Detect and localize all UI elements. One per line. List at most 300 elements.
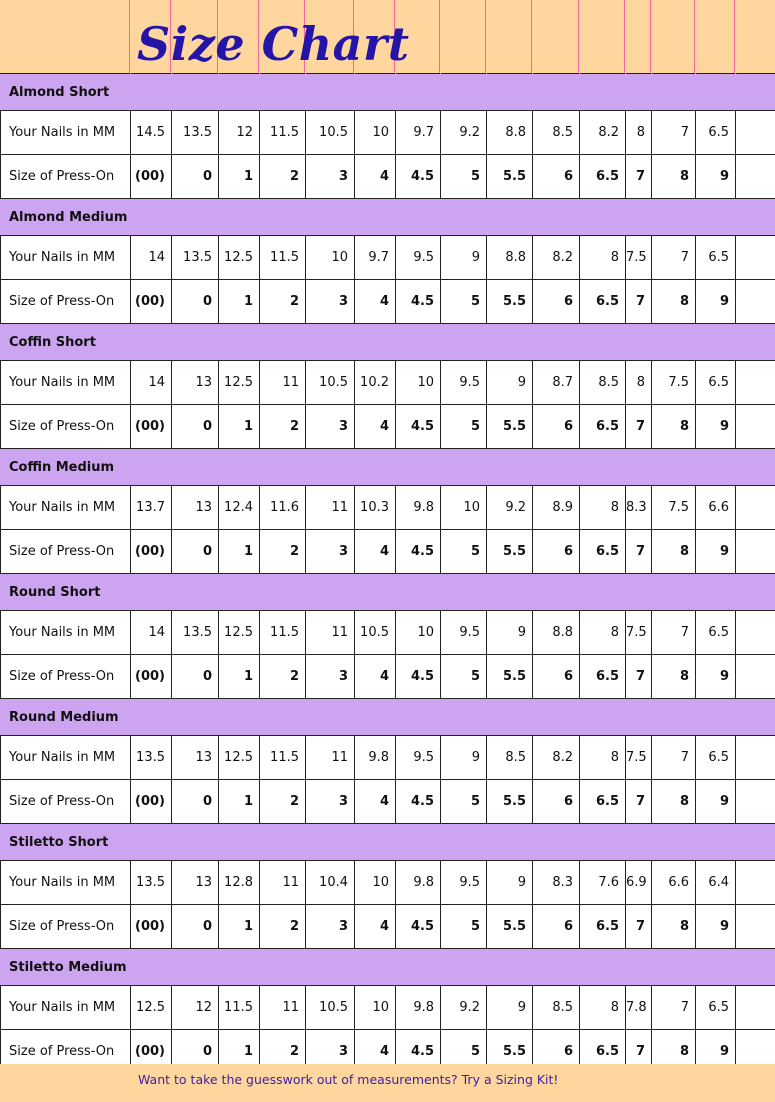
nails-mm-label: Your Nails in MM (1, 736, 131, 780)
press-on-size-row (1, 405, 775, 449)
press-on-size-value: 3 (306, 405, 355, 449)
section-cell (306, 949, 355, 986)
press-on-size-value: 6 (533, 280, 580, 324)
press-on-size-row (1, 280, 775, 324)
section-cell (219, 324, 260, 361)
press-on-size-value: 5 (441, 530, 487, 574)
nails-mm-value: 13.5 (172, 611, 219, 655)
nails-mm-value: 9.8 (396, 986, 441, 1030)
section-cell (172, 949, 219, 986)
press-on-size-value: 0 (172, 280, 219, 324)
press-on-size-row (1, 905, 775, 949)
section-cell (652, 574, 696, 611)
nails-mm-value: 6.4 (696, 861, 736, 905)
empty-cell (736, 280, 775, 324)
section-cell (131, 699, 172, 736)
footer (0, 1064, 775, 1102)
press-on-size-value: 4 (355, 780, 396, 824)
press-on-size-value: 9 (696, 155, 736, 199)
press-on-size-label: Size of Press-On (1, 405, 131, 449)
section-cell (580, 824, 626, 861)
press-on-size-value: 6 (533, 530, 580, 574)
section-header-row (1, 824, 775, 861)
press-on-size-value: 5.5 (487, 655, 533, 699)
press-on-size-value: 4.5 (396, 530, 441, 574)
nails-mm-value: 9.5 (441, 861, 487, 905)
nails-mm-value: 10.2 (355, 361, 396, 405)
press-on-size-value: 2 (260, 905, 306, 949)
press-on-size-value: 0 (172, 1030, 219, 1074)
header-gridline (531, 0, 532, 73)
section-cell (487, 74, 533, 111)
section-cell (626, 199, 652, 236)
section-cell (131, 949, 172, 986)
press-on-size-value: 1 (219, 780, 260, 824)
section-cell (219, 449, 260, 486)
press-on-size-value: 6.5 (580, 530, 626, 574)
section-cell (533, 824, 580, 861)
section-cell (736, 74, 775, 111)
nails-mm-label: Your Nails in MM (1, 861, 131, 905)
section-cell (172, 74, 219, 111)
press-on-size-value: 3 (306, 1030, 355, 1074)
section-cell (260, 199, 306, 236)
header-gridline (129, 0, 130, 73)
section-cell (652, 949, 696, 986)
nails-mm-row (1, 611, 775, 655)
press-on-size-label: Size of Press-On (1, 155, 131, 199)
nails-mm-value: 11 (260, 986, 306, 1030)
press-on-size-value: 1 (219, 905, 260, 949)
press-on-size-value: 8 (652, 1030, 696, 1074)
press-on-size-value: 4.5 (396, 405, 441, 449)
nails-mm-value: 13 (172, 486, 219, 530)
empty-cell (736, 111, 775, 155)
nails-mm-value: 10 (306, 236, 355, 280)
nails-mm-value: 8 (626, 111, 652, 155)
nails-mm-row (1, 861, 775, 905)
section-cell (355, 824, 396, 861)
section-cell (219, 74, 260, 111)
press-on-size-value: 9 (696, 655, 736, 699)
nails-mm-value: 8.3 (533, 861, 580, 905)
press-on-size-value: 6 (533, 155, 580, 199)
section-cell (355, 199, 396, 236)
press-on-size-value: 3 (306, 155, 355, 199)
section-cell (580, 449, 626, 486)
header-gridline (578, 0, 579, 73)
nails-mm-value: 12.5 (219, 236, 260, 280)
nails-mm-label: Your Nails in MM (1, 486, 131, 530)
nails-mm-value: 11 (306, 486, 355, 530)
press-on-size-label: Size of Press-On (1, 280, 131, 324)
press-on-size-value: 9 (696, 405, 736, 449)
press-on-size-value: 7 (626, 530, 652, 574)
section-cell (355, 324, 396, 361)
section-cell (580, 949, 626, 986)
section-cell (580, 199, 626, 236)
press-on-size-value: 2 (260, 530, 306, 574)
nails-mm-value: 8.8 (533, 611, 580, 655)
press-on-size-value: 2 (260, 1030, 306, 1074)
nails-mm-row (1, 486, 775, 530)
section-cell (736, 574, 775, 611)
nails-mm-value: 8 (580, 986, 626, 1030)
section-cell (487, 699, 533, 736)
press-on-size-value: 0 (172, 905, 219, 949)
nails-mm-value: 10.5 (306, 111, 355, 155)
nails-mm-value: 9.5 (441, 361, 487, 405)
nails-mm-value: 6.5 (696, 361, 736, 405)
section-cell (355, 574, 396, 611)
nails-mm-value: 9 (441, 236, 487, 280)
press-on-size-label: Size of Press-On (1, 780, 131, 824)
section-cell (260, 949, 306, 986)
nails-mm-value: 6.6 (696, 486, 736, 530)
nails-mm-value: 10 (441, 486, 487, 530)
press-on-size-value: 7 (626, 280, 652, 324)
header-gridline (439, 0, 440, 73)
section-cell (533, 74, 580, 111)
section-cell (172, 199, 219, 236)
empty-cell (736, 236, 775, 280)
nails-mm-value: 9.5 (396, 736, 441, 780)
press-on-size-value: 0 (172, 530, 219, 574)
press-on-size-value: 2 (260, 405, 306, 449)
nails-mm-value: 9 (487, 361, 533, 405)
press-on-size-value: 9 (696, 1030, 736, 1074)
section-cell (580, 574, 626, 611)
section-cell (652, 74, 696, 111)
nails-mm-label: Your Nails in MM (1, 986, 131, 1030)
nails-mm-value: 12 (219, 111, 260, 155)
section-title: Coffin Medium (1, 449, 131, 486)
press-on-size-value: 5 (441, 280, 487, 324)
press-on-size-value: 7 (626, 155, 652, 199)
section-cell (696, 699, 736, 736)
section-cell (219, 199, 260, 236)
press-on-size-value: 5.5 (487, 905, 533, 949)
press-on-size-value: 5.5 (487, 155, 533, 199)
nails-mm-value: 8.9 (533, 486, 580, 530)
press-on-size-value: 5 (441, 405, 487, 449)
press-on-size-value: (00) (131, 655, 172, 699)
section-header-row (1, 949, 775, 986)
section-cell (696, 949, 736, 986)
press-on-size-value: 4 (355, 530, 396, 574)
press-on-size-value: 1 (219, 1030, 260, 1074)
nails-mm-value: 11 (306, 736, 355, 780)
section-cell (172, 324, 219, 361)
section-cell (396, 574, 441, 611)
header-gridline (734, 0, 735, 73)
press-on-size-value: 8 (652, 155, 696, 199)
press-on-size-value: 5 (441, 1030, 487, 1074)
press-on-size-value: 2 (260, 780, 306, 824)
press-on-size-value: (00) (131, 530, 172, 574)
header-gridline (485, 0, 486, 73)
nails-mm-value: 8.5 (487, 736, 533, 780)
nails-mm-value: 11 (306, 611, 355, 655)
section-title: Stiletto Short (1, 824, 131, 861)
section-cell (696, 74, 736, 111)
nails-mm-value: 10.5 (355, 611, 396, 655)
section-cell (441, 949, 487, 986)
section-cell (219, 699, 260, 736)
section-cell (487, 949, 533, 986)
section-cell (260, 574, 306, 611)
nails-mm-value: 12.8 (219, 861, 260, 905)
nails-mm-label: Your Nails in MM (1, 236, 131, 280)
nails-mm-value: 8.2 (533, 736, 580, 780)
section-cell (306, 199, 355, 236)
nails-mm-value: 13.5 (131, 861, 172, 905)
page-title: Size Chart (137, 17, 410, 71)
nails-mm-value: 9.2 (441, 986, 487, 1030)
press-on-size-value: 7 (626, 405, 652, 449)
section-cell (580, 74, 626, 111)
press-on-size-row (1, 530, 775, 574)
press-on-size-value: 4 (355, 905, 396, 949)
press-on-size-value: 5.5 (487, 780, 533, 824)
section-cell (696, 574, 736, 611)
section-title: Almond Medium (1, 199, 131, 236)
nails-mm-value: 9.5 (441, 611, 487, 655)
section-cell (736, 949, 775, 986)
nails-mm-value: 9.8 (396, 486, 441, 530)
press-on-size-value: 8 (652, 905, 696, 949)
press-on-size-value: (00) (131, 780, 172, 824)
nails-mm-value: 12.4 (219, 486, 260, 530)
nails-mm-row (1, 111, 775, 155)
press-on-size-value: 3 (306, 780, 355, 824)
press-on-size-label: Size of Press-On (1, 1030, 131, 1074)
press-on-size-value: 5.5 (487, 280, 533, 324)
nails-mm-value: 7 (652, 986, 696, 1030)
nails-mm-value: 11.5 (260, 236, 306, 280)
section-cell (441, 699, 487, 736)
nails-mm-value: 6.5 (696, 611, 736, 655)
section-cell (580, 324, 626, 361)
press-on-size-value: 6.5 (580, 155, 626, 199)
empty-cell (736, 655, 775, 699)
nails-mm-value: 9.7 (355, 236, 396, 280)
nails-mm-value: 8.5 (533, 986, 580, 1030)
press-on-size-value: 2 (260, 280, 306, 324)
section-cell (487, 324, 533, 361)
nails-mm-value: 13.5 (172, 236, 219, 280)
nails-mm-value: 12.5 (131, 986, 172, 1030)
section-cell (533, 699, 580, 736)
press-on-size-value: 7 (626, 655, 652, 699)
nails-mm-value: 6.9 (626, 861, 652, 905)
nails-mm-value: 8.2 (580, 111, 626, 155)
section-cell (487, 824, 533, 861)
nails-mm-value: 11 (260, 361, 306, 405)
nails-mm-value: 11.5 (219, 986, 260, 1030)
section-header-row (1, 324, 775, 361)
press-on-size-value: 6.5 (580, 905, 626, 949)
section-cell (131, 574, 172, 611)
nails-mm-value: 9.7 (396, 111, 441, 155)
section-cell (736, 824, 775, 861)
section-cell (306, 74, 355, 111)
nails-mm-value: 8.5 (533, 111, 580, 155)
nails-mm-value: 13 (172, 736, 219, 780)
nails-mm-value: 8 (580, 236, 626, 280)
section-cell (626, 449, 652, 486)
nails-mm-value: 14.5 (131, 111, 172, 155)
section-cell (131, 824, 172, 861)
section-cell (260, 324, 306, 361)
nails-mm-value: 6.6 (652, 861, 696, 905)
press-on-size-label: Size of Press-On (1, 905, 131, 949)
nails-mm-value: 8 (580, 611, 626, 655)
nails-mm-value: 11.5 (260, 611, 306, 655)
section-cell (131, 199, 172, 236)
empty-cell (736, 736, 775, 780)
nails-mm-value: 7 (652, 236, 696, 280)
nails-mm-value: 8.2 (533, 236, 580, 280)
header-gridline (624, 0, 625, 73)
press-on-size-label: Size of Press-On (1, 530, 131, 574)
nails-mm-value: 8.5 (580, 361, 626, 405)
nails-mm-value: 9 (487, 611, 533, 655)
header (0, 0, 775, 73)
press-on-size-value: 8 (652, 405, 696, 449)
nails-mm-value: 9.2 (487, 486, 533, 530)
press-on-size-value: 6 (533, 1030, 580, 1074)
empty-cell (736, 405, 775, 449)
section-cell (441, 449, 487, 486)
section-cell (626, 699, 652, 736)
section-cell (736, 324, 775, 361)
press-on-size-value: 4 (355, 655, 396, 699)
section-header-row (1, 74, 775, 111)
empty-cell (736, 361, 775, 405)
section-cell (487, 199, 533, 236)
press-on-size-value: 0 (172, 655, 219, 699)
press-on-size-value: 4 (355, 155, 396, 199)
section-cell (172, 699, 219, 736)
section-cell (396, 824, 441, 861)
press-on-size-value: 8 (652, 655, 696, 699)
press-on-size-value: 1 (219, 530, 260, 574)
nails-mm-value: 11.5 (260, 736, 306, 780)
nails-mm-value: 8.8 (487, 236, 533, 280)
nails-mm-value: 10.5 (306, 986, 355, 1030)
nails-mm-value: 11.6 (260, 486, 306, 530)
empty-cell (736, 530, 775, 574)
nails-mm-value: 14 (131, 611, 172, 655)
nails-mm-value: 7 (652, 111, 696, 155)
press-on-size-value: 1 (219, 280, 260, 324)
press-on-size-value: 0 (172, 780, 219, 824)
nails-mm-value: 6.5 (696, 236, 736, 280)
nails-mm-value: 7.5 (652, 486, 696, 530)
nails-mm-value: 9.8 (355, 736, 396, 780)
empty-cell (736, 861, 775, 905)
section-cell (131, 324, 172, 361)
press-on-size-value: 6.5 (580, 405, 626, 449)
press-on-size-value: 9 (696, 780, 736, 824)
nails-mm-value: 6.5 (696, 111, 736, 155)
section-cell (396, 449, 441, 486)
nails-mm-value: 13.5 (131, 736, 172, 780)
section-cell (441, 74, 487, 111)
section-cell (652, 824, 696, 861)
nails-mm-row (1, 736, 775, 780)
section-title: Coffin Short (1, 324, 131, 361)
section-header-row (1, 574, 775, 611)
nails-mm-value: 9.2 (441, 111, 487, 155)
press-on-size-row (1, 780, 775, 824)
section-title: Almond Short (1, 74, 131, 111)
nails-mm-value: 6.5 (696, 736, 736, 780)
nails-mm-value: 7 (652, 736, 696, 780)
section-cell (533, 199, 580, 236)
nails-mm-label: Your Nails in MM (1, 361, 131, 405)
press-on-size-row (1, 155, 775, 199)
section-cell (306, 699, 355, 736)
section-cell (580, 699, 626, 736)
nails-mm-value: 9 (441, 736, 487, 780)
section-cell (696, 449, 736, 486)
press-on-size-value: 4.5 (396, 655, 441, 699)
press-on-size-value: 3 (306, 280, 355, 324)
press-on-size-value: 5.5 (487, 1030, 533, 1074)
press-on-size-value: 1 (219, 655, 260, 699)
section-cell (626, 824, 652, 861)
press-on-size-value: 4.5 (396, 905, 441, 949)
section-title: Round Medium (1, 699, 131, 736)
empty-cell (736, 155, 775, 199)
press-on-size-value: 3 (306, 905, 355, 949)
press-on-size-value: 3 (306, 655, 355, 699)
section-cell (396, 324, 441, 361)
section-cell (172, 574, 219, 611)
press-on-size-value: 6.5 (580, 280, 626, 324)
nails-mm-value: 8.3 (626, 486, 652, 530)
nails-mm-value: 12.5 (219, 611, 260, 655)
section-cell (652, 449, 696, 486)
section-cell (355, 449, 396, 486)
nails-mm-value: 8 (626, 361, 652, 405)
section-cell (260, 824, 306, 861)
nails-mm-label: Your Nails in MM (1, 611, 131, 655)
press-on-size-value: 4 (355, 1030, 396, 1074)
press-on-size-value: 7 (626, 1030, 652, 1074)
press-on-size-value: 1 (219, 155, 260, 199)
section-cell (131, 74, 172, 111)
sizing-kit-note: Want to take the guesswork out of measurements? Try a Sizing Kit! (138, 1072, 559, 1087)
section-cell (696, 824, 736, 861)
nails-mm-value: 10 (396, 611, 441, 655)
press-on-size-row (1, 655, 775, 699)
section-cell (260, 699, 306, 736)
press-on-size-value: 6 (533, 405, 580, 449)
section-cell (533, 949, 580, 986)
section-cell (626, 574, 652, 611)
nails-mm-value: 11.5 (260, 111, 306, 155)
section-cell (396, 949, 441, 986)
nails-mm-value: 7.5 (626, 236, 652, 280)
nails-mm-value: 10.3 (355, 486, 396, 530)
nails-mm-value: 7.5 (626, 736, 652, 780)
section-cell (396, 74, 441, 111)
press-on-size-value: 4.5 (396, 155, 441, 199)
nails-mm-value: 7.5 (652, 361, 696, 405)
